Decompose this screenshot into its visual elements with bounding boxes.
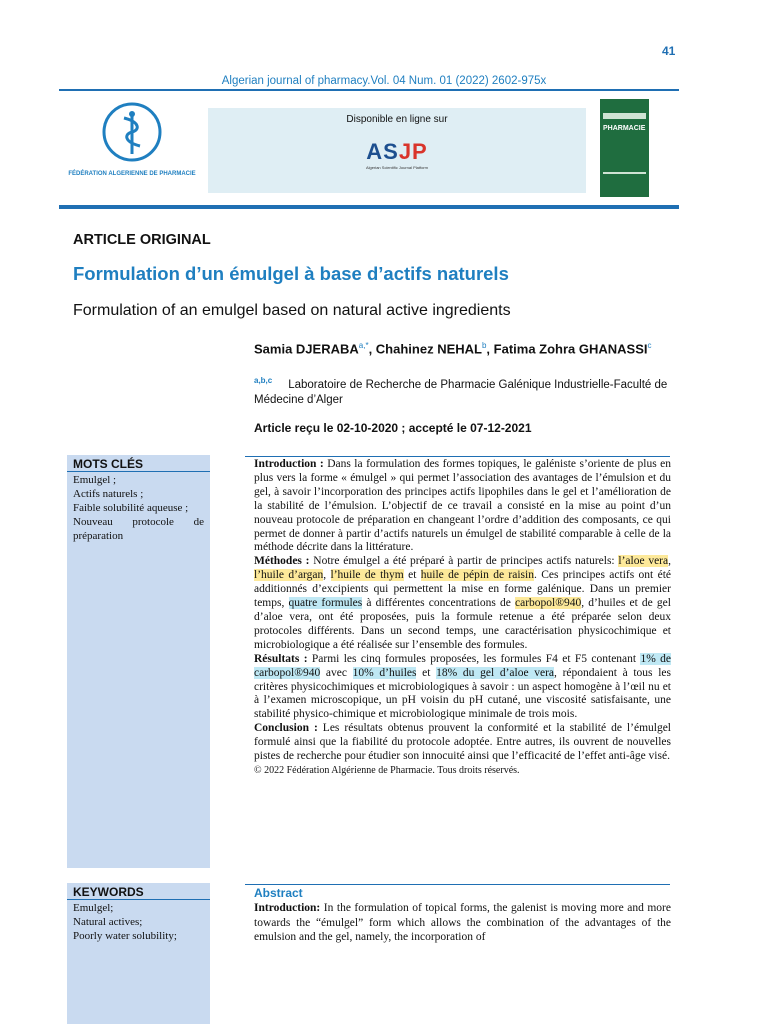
- methods-text: à différentes concentrations de: [362, 597, 515, 610]
- separator: et: [403, 569, 421, 582]
- methods-label: Méthodes :: [254, 555, 310, 568]
- federation-caption: FÉDÉRATION ALGERIENNE DE PHARMACIE: [68, 171, 196, 177]
- keyword-item: Poorly water solubility;: [73, 930, 177, 942]
- results-label: Résultats :: [254, 652, 308, 665]
- conclusion-text: Les résultats obtenus prouvent la conformité et la stabilité de l’émulgel formulé ainsi que la fiabilité du protocole adoptée. Entre autres, ils ouvrent de nouvelles pistes de recherche pour étudier son innocuité ainsi que l’efficacité de l’effet anti-âge visé.: [254, 722, 672, 763]
- highlight: quatre formules: [288, 597, 363, 610]
- keywords-french-box: [67, 455, 210, 868]
- asjp-subtitle: Algerian Scientific Journal Platform: [365, 165, 429, 170]
- copyright: © 2022 Fédération Algérienne de Pharmacie. Tous droits réservés.: [254, 764, 520, 776]
- methods-text: . Ces principes actifs ont été additionnés d’excipients qui permettent la mise en forme galénique. Dans un premier temps,: [254, 569, 672, 610]
- caduceus-emblem-icon: [100, 100, 164, 164]
- conclusion-label: Conclusion :: [254, 722, 318, 735]
- intro-text: Dans la formulation des formes topiques, le galéniste s’oriente de plus en plus vers la forme « émulgel » qui permet l’association des avantages de l’émulsion et du gel, à savoir l’incorporation des principes actifs lipophiles dans le gel et l’amélioration de la stabilité de l’émulsion. L’objectif de ce travail a consisté en la mise au point d’un nouveau protocole de préparation en changeant l’ordre d’addition des composants, ce qui permet de donner à partir d’actifs naturels un émulgel de stabilité comparable à celle de la méthode décrite dans la littérature.: [254, 458, 671, 554]
- methods-text: Notre émulgel a été préparé à partir de principes actifs naturels:: [309, 555, 619, 568]
- abstract-en-rule: [245, 884, 670, 885]
- abstract-intro-text: In the formulation of topical forms, the galenist is moving more and more towards the “émulgel” form which allows the combination of the advantages of the emulsion and the gel, namely, the incorporation of: [254, 902, 671, 943]
- affil-mark: a,b,c: [254, 376, 273, 385]
- header-rule-top: [59, 89, 679, 91]
- highlight: 10% d’huiles: [352, 666, 417, 679]
- results-text: avec: [320, 666, 353, 679]
- separator: ,: [668, 555, 671, 568]
- highlight: 1% de carbopol®940: [254, 652, 672, 679]
- asjp-logo-as: AS: [366, 139, 399, 164]
- keyword-item: Emulgel ;: [73, 474, 117, 486]
- asjp-logo-jp: JP: [398, 139, 428, 164]
- highlight: carbopol®940: [515, 597, 582, 610]
- page-number: 41: [662, 44, 676, 58]
- received-dates: Article reçu le 02-10-2020 ; accepté le 07-12-2021: [254, 421, 532, 435]
- separator: ,: [323, 569, 331, 582]
- abstract-intro-label: Introduction:: [254, 902, 321, 914]
- author-name: Chahinez NEHAL: [375, 341, 482, 357]
- title-english: Formulation of an emulgel based on natural active ingredients: [73, 302, 511, 319]
- asjp-logo: [208, 139, 586, 165]
- abstract-fr-rule: [245, 456, 670, 457]
- keywords-english-title: KEYWORDS: [67, 883, 210, 900]
- author-name: Samia DJERABA: [254, 341, 359, 357]
- author-list: Samia $DJERABA^{a,*}$, Chahinez NEHAL$^b$, Fatima Zohra GHANASSI$^c$: [254, 341, 652, 357]
- cover-header-strip: [603, 113, 646, 119]
- online-label: Disponible en ligne sur: [346, 114, 448, 125]
- methods-text: , d’huiles et de gel d’aloe vera, ont été proposées, puis la formule retenue a été préparée selon deux protocoles différents. Dans un second temps, une caractérisation physicochimique et microbiologique a été réalisée sur l’ensemble des formules.: [254, 597, 671, 651]
- highlight: huile de pépin de raisin: [420, 569, 534, 582]
- author-affil-mark: c: [647, 341, 652, 350]
- intro-label: Introduction :: [254, 458, 324, 470]
- article-type: ARTICLE ORIGINAL: [73, 232, 211, 248]
- federation-logo: [62, 100, 202, 196]
- cover-bottom-strip: [603, 172, 646, 174]
- keywords-english-list: [67, 900, 210, 944]
- cover-title: PHARMACIE: [603, 125, 646, 132]
- author-name: Fatima Zohra GHANASSI: [493, 341, 648, 357]
- keywords-french-title: MOTS CLÉS: [67, 455, 210, 472]
- resume-french: [254, 458, 671, 778]
- affiliation-text: Laboratoire de Recherche de Pharmacie Galénique Industrielle-Faculté de Médecine d’Alger: [254, 378, 668, 406]
- keywords-english-box: [67, 883, 210, 1024]
- highlight: l’huile de thym: [330, 569, 404, 582]
- highlight: 18% du gel d’aloe vera: [436, 666, 555, 679]
- title-french: Formulation d’un émulgel à base d’actifs naturels: [73, 263, 509, 284]
- asjp-banner: [208, 108, 586, 193]
- keyword-item: Nouveau protocole de préparation: [73, 516, 204, 542]
- journal-cover-thumbnail: [600, 99, 649, 197]
- keyword-item: Natural actives;: [73, 916, 143, 928]
- affiliation: [254, 373, 671, 408]
- author-affil-mark: b: [481, 341, 487, 350]
- keywords-french-list: [67, 472, 210, 544]
- results-text: Parmi les cinq formules proposées, les formules F4 et F5 contenant: [307, 652, 641, 665]
- highlight: l’huile d’argan: [254, 569, 324, 582]
- keyword-item: Actifs naturels ;: [73, 488, 144, 500]
- journal-reference: Algerian journal of pharmacy.Vol. 04 Num. 01 (2022) 2602-975x: [221, 75, 547, 87]
- abstract-title: Abstract: [254, 886, 303, 900]
- results-text: et: [416, 666, 437, 679]
- keyword-item: Faible solubilité aqueuse ;: [73, 502, 189, 514]
- header-rule-bottom: [59, 205, 679, 209]
- highlight: l’aloe vera: [618, 555, 669, 568]
- author-affil-mark: a,*: [358, 341, 369, 350]
- keyword-item: Emulgel;: [73, 902, 114, 914]
- results-text: , répondaient à tous les critères physicochimiques et microbiologiques à savoir : un aspect homogène à l’œil nu et à l’examen microscopique, un pH voisin du pH cutané, une viscosité satisfaisante, une stabilité physico-chimique et microbiologique minimale de trois mois.: [254, 666, 671, 721]
- abstract-english: [254, 901, 671, 945]
